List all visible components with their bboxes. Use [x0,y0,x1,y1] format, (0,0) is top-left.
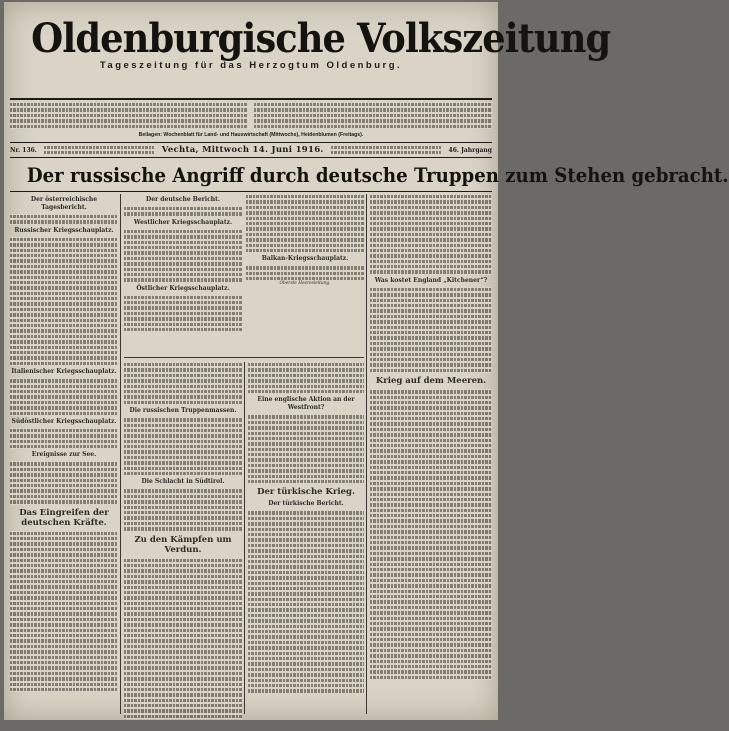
c3-sub1: Was kostet England „Kitchener“? [374,276,488,284]
column-divider-3 [366,194,367,714]
column-divider-1 [120,194,121,714]
mid2-sub3: Der türkische Bericht. [268,500,344,508]
masthead-rule [10,98,492,100]
c2-signature: Oberste Heeresleitung. [279,281,331,287]
volume-year: 46. Jahrgang [448,146,492,154]
c1-big-heading: Das Eingreifen der deutschen Kräfte. [19,507,109,528]
info-left [10,102,248,130]
newspaper-subtitle: Tageszeitung für das Herzogtum Oldenburg. [99,60,403,71]
c1-sub3: Südöstlicher Kriegsschauplatz. [11,417,117,425]
mid-sub1: Die russischen Truppenmassen. [129,407,237,415]
dateline-left-info [44,145,154,156]
main-headline: Der russische Angriff durch deutsche Truppen zum Stehen gebracht. [26,164,729,187]
c4-heading: Krieg auf dem Meeren. [375,376,487,387]
dateline-rule-top [10,142,492,143]
masthead [12,15,611,86]
column-3-top [246,194,364,354]
c1-sub4: Ereignisse zur See. [31,451,97,459]
newspaper-page [4,2,729,720]
column-divider-2 [244,362,245,714]
c2-sub1: Westlicher Kriegsschauplatz. [133,218,233,226]
dateline-rule-bottom [10,157,492,158]
c1-heading: Der österreichische Tagesbericht. [30,196,98,211]
mid-sub2: Die Schlacht in Südtirol. [141,478,225,486]
headline-rule [10,191,492,192]
info-right [254,102,492,130]
mid2-sub1: Eine englische Aktion an der Westfront? [257,396,355,412]
column-4 [370,194,492,714]
dateline [10,144,492,156]
c2-sub2: Östlicher Kriegsschauplatz. [136,284,230,292]
dateline-right-info [331,145,441,156]
supplements-line: Beilagen: Wochenblatt für Land- und Hauswirtschaft (Mittwochs), Heidenblumen (Freitags). [138,132,364,138]
c2-heading: Der deutsche Bericht. [146,196,220,203]
c1-sub1: Russischer Kriegsschauplatz. [14,226,114,234]
issue-date: Vechta, Mittwoch 14. Juni 1916. [161,145,324,155]
mid2-sub2: Der türkische Krieg. [257,487,355,498]
c1-sub2: Italienischer Kriegsschauplatz. [11,368,117,376]
newspaper-title: Oldenburgische Volkszeitung [31,15,611,62]
c2-sub3: Balkan-Kriegsschauplatz. [261,255,349,263]
mid-big-heading: Zu den Kämpfen um Verdun. [134,534,232,555]
column-1 [10,194,118,714]
issue-number: Nr. 136. [10,146,37,154]
column-3-bottom [248,362,364,714]
mid-rule [124,357,364,358]
column-2-bottom [124,362,242,714]
subscription-info [10,102,492,130]
column-2-top [124,194,242,354]
